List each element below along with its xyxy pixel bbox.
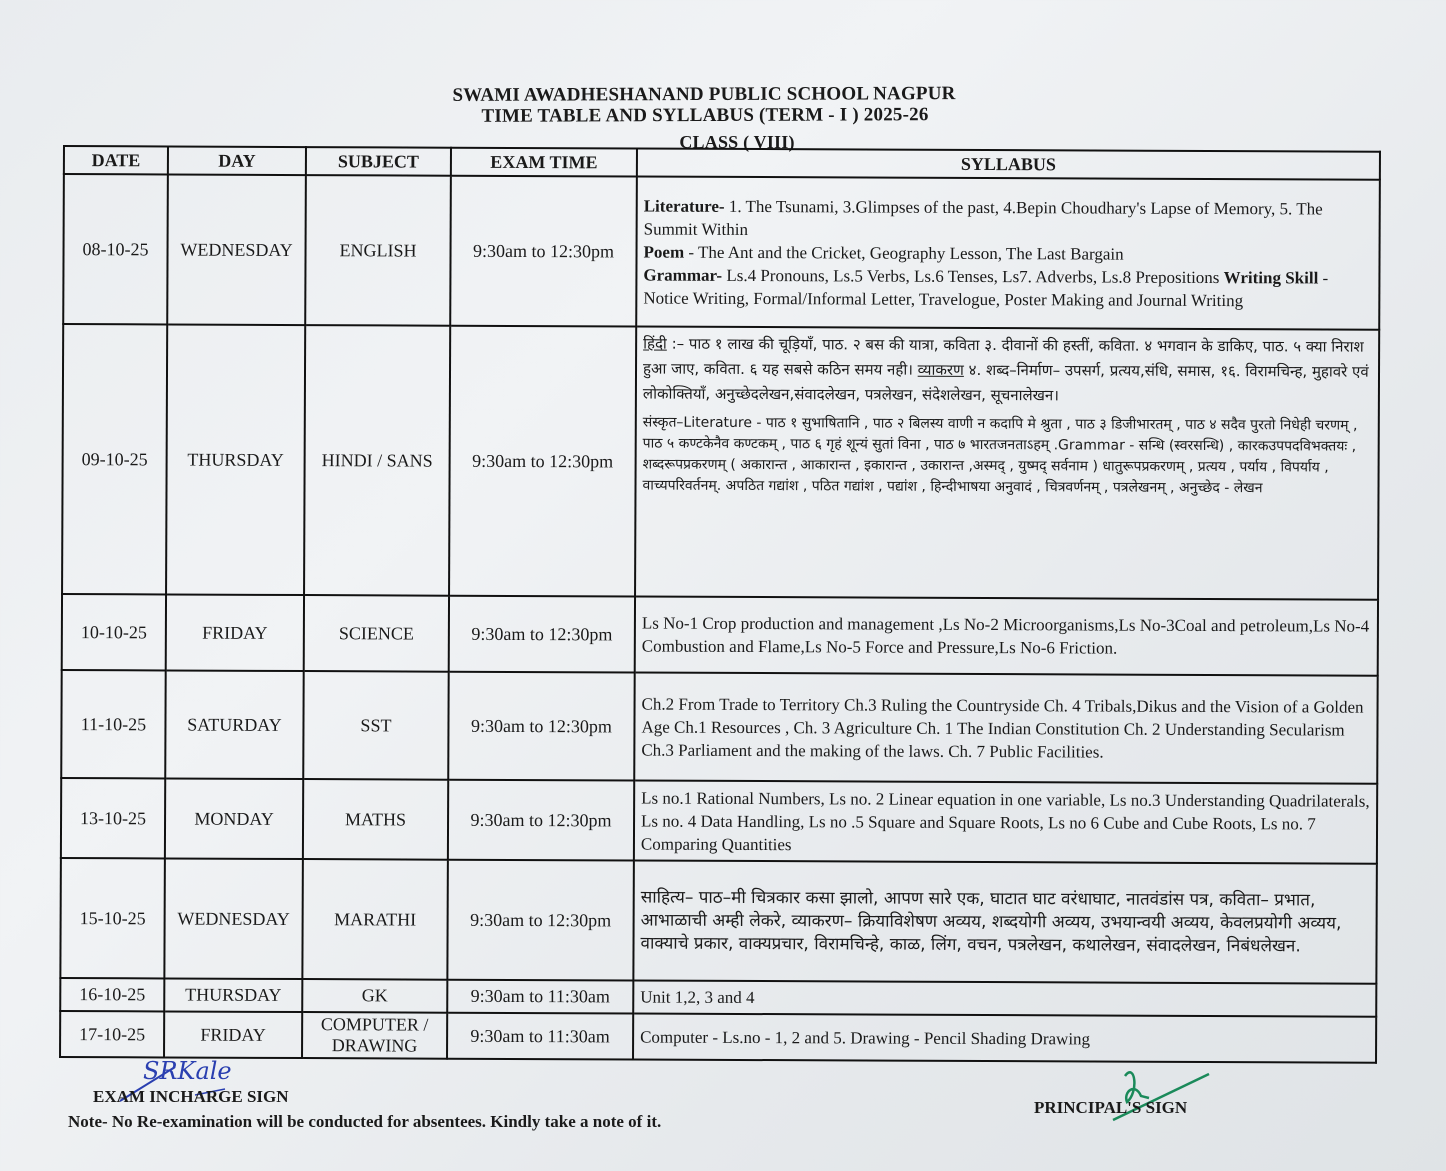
day-cell: THURSDAY xyxy=(166,324,305,595)
subject-cell: SCIENCE xyxy=(304,595,449,672)
date-cell: 08-10-25 xyxy=(63,174,168,324)
time-cell: 9:30am to 12:30pm xyxy=(449,326,636,597)
column-header-subject: SUBJECT xyxy=(306,147,451,176)
column-header-day: DAY xyxy=(168,146,306,175)
grammar-text: Ls.4 Pronouns, Ls.5 Verbs, Ls.6 Tenses, Ls7. Adverbs, Ls.8 Prepositions xyxy=(722,265,1224,287)
date-cell: 17-10-25 xyxy=(60,1011,164,1057)
subject-cell: COMPUTER / DRAWING xyxy=(302,1012,447,1059)
day-cell: WEDNESDAY xyxy=(167,174,306,325)
principal-sign-label: PRINCIPAL'S SIGN xyxy=(1034,1098,1188,1117)
sanskrit-label: संस्कृत xyxy=(642,414,677,431)
subject-cell: MATHS xyxy=(303,779,448,860)
syllabus-cell: Ch.2 From Trade to Territory Ch.3 Ruling the Countryside Ch. 4 Tribals,Dikus and the Vision of a Golden Age Ch.1 Resources , Ch. 3 Agriculture Ch. 1 The Indian Constitution Ch. 2 Understanding Secularism Ch.3 Parliament and the making of the laws. Ch. 7 Public Facilities. xyxy=(634,672,1377,783)
time-cell: 9:30am to 12:30pm xyxy=(448,780,634,861)
literature-text: 1. The Tsunami, 3.Glimpses of the past, 4.Bepin Choudhary's Lapse of Memory, 5. The Summit Within xyxy=(643,196,1323,239)
syllabus-sanskrit xyxy=(642,413,1371,500)
exam-incharge-sign-label: EXAM INCHARGE SIGN xyxy=(93,1087,289,1106)
writing-skill-label: Writing Skill xyxy=(1223,267,1319,287)
poem-text: - The Ant and the Cricket, Geography Lesson, The Last Bargain xyxy=(684,242,1124,264)
syllabus-grammar xyxy=(643,263,1372,312)
hindi-text: :– पाठ १ लाख की चूड़ियाँ, पाठ. २ बस की यात्रा, कविता ३. दीवानों की हस्तीं, कविता. ४ भगवान के डाकिए, पाठ. ५ क्या निराश हुआ जाए, कविता. ६ यह सबसे कठिन समय नही। xyxy=(642,334,1364,379)
day-cell: FRIDAY xyxy=(164,1011,302,1058)
time-cell: 9:30am to 12:30pm xyxy=(450,176,637,327)
table-row xyxy=(60,858,1377,984)
school-name: SWAMI AWADHESHANAND PUBLIC SCHOOL NAGPUR xyxy=(452,83,956,106)
time-cell: 9:30am to 12:30pm xyxy=(447,860,634,981)
signature-text: SRKale xyxy=(143,1057,232,1085)
day-cell: MONDAY xyxy=(165,778,303,859)
day-cell: WEDNESDAY xyxy=(164,858,303,979)
time-cell: 9:30am to 11:30am xyxy=(447,980,633,1014)
column-header-date: DATE xyxy=(64,146,168,174)
syllabus-cell: Computer - Ls.no - 1, 2 and 5. Drawing - Pencil Shading Drawing xyxy=(633,1013,1376,1062)
syllabus-literature xyxy=(644,194,1373,243)
syllabus-cell: Ls No-1 Crop production and management ,Ls No-2 Microorganisms,Ls No-3Coal and petroleum,Ls No-4 Combustion and Flame,Ls No-5 Force and Pressure,Ls No-6 Friction. xyxy=(635,597,1378,676)
vyakaran-text: ४. शब्द–निर्माण– उपसर्ग, प्रत्यय,संधि, समास, १६. विरामचिन्ह, मुहावरे एवं लोकोक्तियाँ, अनुच्छेदलेखन,संवादलेखन, पत्रलेखन, संदेशलेखन, सूचनालेखन। xyxy=(642,360,1369,405)
syllabus-cell: साहित्य– पाठ–मी चित्रकार कसा झालो, आपण सारे एक, घाटात घाट वरंधाघाट, नातवंडांस पत्र, कविता– प्रभात, आभाळाची अम्ही लेकरे, व्याकरण– क्रियाविशेषण अव्यय, शब्दयोगी अव्यय, उभयान्वयी अव्यय, केवलप्रयोगी अव्यय, वाक्याचे प्रकार, वाक्यप्रचार, विरामचिन्हे, काळ, लिंग, वचन, पत्रलेखन, कथालेखन, संवादलेखन, निबंधलेखन. xyxy=(633,860,1377,983)
hindi-label: हिंदी xyxy=(643,334,667,353)
syllabus-cell: Ls no.1 Rational Numbers, Ls no. 2 Linear equation in one variable, Ls no.3 Understanding Quadrilaterals, Ls no. 4 Data Handling, Ls no .5 Square and Square Roots, Ls no 6 Cube and Cube Roots, Ls no. 7 Comparing Quantities xyxy=(634,780,1377,863)
day-cell: SATURDAY xyxy=(165,670,303,779)
syllabus-cell xyxy=(635,327,1379,600)
vyakaran-label: व्याकरण xyxy=(917,360,964,379)
date-cell: 16-10-25 xyxy=(60,978,164,1011)
syllabus-hindi xyxy=(643,332,1372,410)
document-title: TIME TABLE AND SYLLABUS (TERM - I ) 2025-26 xyxy=(481,104,929,127)
time-cell: 9:30am to 11:30am xyxy=(447,1013,633,1060)
subject-cell: MARATHI xyxy=(302,859,448,980)
table-row xyxy=(61,778,1377,864)
syllabus-cell xyxy=(636,177,1380,330)
table-row xyxy=(61,670,1377,784)
grammar-label: Grammar- xyxy=(643,265,723,285)
class-label: CLASS ( VIII) xyxy=(679,132,795,152)
subject-cell: SST xyxy=(303,671,448,780)
poem-label: Poem xyxy=(643,242,685,262)
subject-cell: HINDI / SANS xyxy=(304,325,450,596)
timetable xyxy=(59,145,1381,1064)
absentee-note: Note- No Re-examination will be conducted for absentees. Kindly take a note of it. xyxy=(68,1112,662,1131)
table-row xyxy=(62,324,1379,600)
table-row xyxy=(62,594,1378,676)
syllabus-poem xyxy=(643,240,1372,266)
subject-cell: ENGLISH xyxy=(305,175,451,326)
date-cell: 09-10-25 xyxy=(62,324,167,594)
day-cell: FRIDAY xyxy=(166,594,304,671)
time-cell: 9:30am to 12:30pm xyxy=(449,596,635,673)
column-header-exam-time: EXAM TIME xyxy=(451,148,637,177)
literature-label: Literature- xyxy=(643,196,725,216)
day-cell: THURSDAY xyxy=(164,978,302,1012)
table-row xyxy=(63,174,1380,330)
date-cell: 15-10-25 xyxy=(60,858,165,978)
sanskrit-text: –Literature - पाठ १ सुभाषितानि , पाठ २ बिलस्य वाणी न कदापि मे श्रुता , पाठ ३ डिजीभारतम् , पाठ ४ सदैव पुरतो निधेही चरणम् , पाठ ५ कण्टकेनैव कण्टकम् , पाठ ६ गृहं शून्यं सुतां विना , पाठ ७ भारतजनताऽहम् .Grammar - सन्धि (स्वरसन्धि) , कारकउपपदविभक्तयः , शब्दरूपप्रकरणम् ( अकारान्त , आकारान्त , इकारान्त , उकारान्त ,अस्मद् , युष्मद् सर्वनाम ) धातुरूपप्रकरणम् , प्रत्यय , पर्याय , विपर्याय , वाच्यपरिवर्तनम्. अपठित गद्यांश , पठित गद्यांश , पद्यांश , हिन्दीभाषया अनुवादं , चित्रवर्णनम् , पत्रलेखनम् , अनुच्छेद - लेखन xyxy=(642,414,1358,497)
subject-cell: GK xyxy=(302,979,447,1013)
date-cell: 13-10-25 xyxy=(61,778,165,858)
syllabus-cell: Unit 1,2, 3 and 4 xyxy=(633,980,1376,1016)
date-cell: 11-10-25 xyxy=(61,670,165,778)
date-cell: 10-10-25 xyxy=(62,594,166,670)
time-cell: 9:30am to 12:30pm xyxy=(448,672,634,781)
writing-skill-text: - Notice Writing, Formal/Informal Letter, Travelogue, Poster Making and Journal Writing xyxy=(643,267,1329,310)
column-header-syllabus: SYLLABUS xyxy=(637,149,1380,180)
